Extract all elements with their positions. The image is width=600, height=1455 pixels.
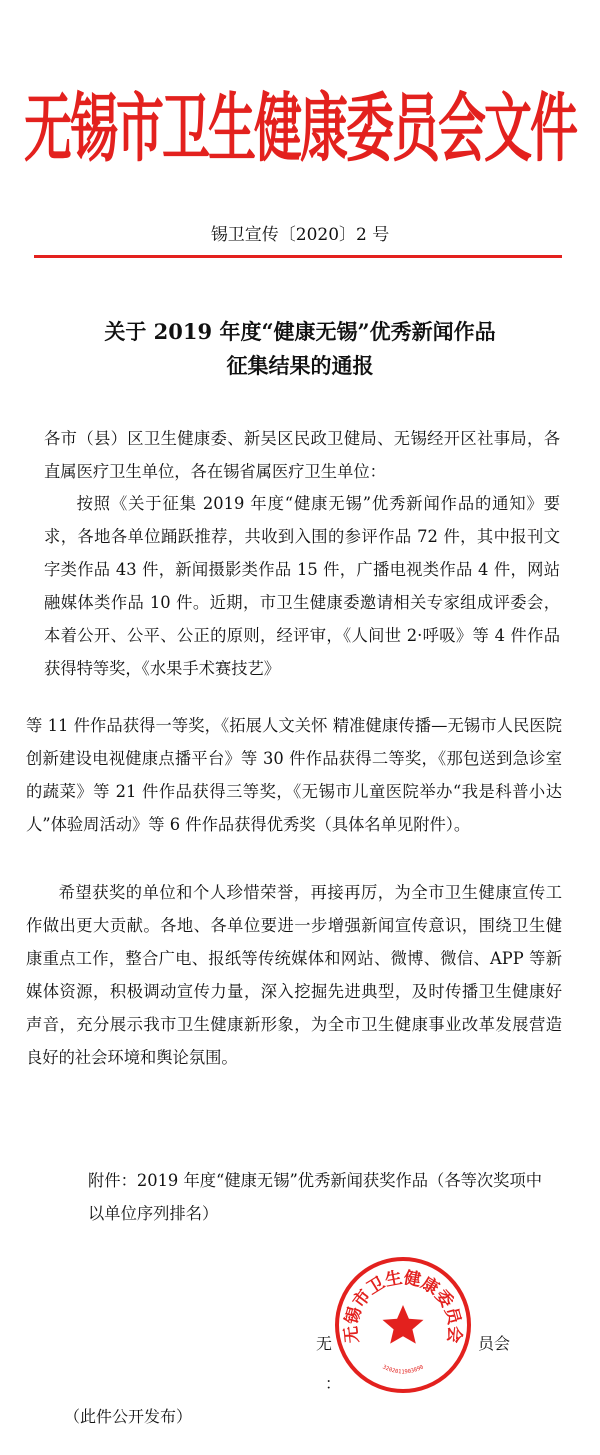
red-divider-line [34,255,562,258]
notice-title-line-2: 征集结果的通报 [226,353,374,378]
attachment-label: 附件： [88,1171,137,1190]
attachment-note [88,1164,558,1230]
body-paragraph-3: 希望获奖的单位和个人珍惜荣誉，再接再厉，为全市卫生健康宣传工作做出更大贡献。各地、各单位要进一步增强新闻宣传意识，围绕卫生健康重点工作，整合广电、报纸等传统媒体和网站、微博、微信、APP 等新媒体资源，积极调动宣传力量，深入挖掘先进典型，及时传播卫生健康好声音，充分展示我市卫生健康新形象，为全市卫生健康事业改革发展营造良好的社会环境和舆论氛围。 [26,883,562,1067]
seal-text: 无锡市卫生健康委员会 [341,1268,465,1344]
attachment-text: 2019 年度“健康无锡”优秀新闻获奖作品（各等次奖项中以单位序列排名） [88,1171,543,1223]
official-seal [333,1255,473,1395]
issuer-fragment-colon: ： [325,1374,342,1393]
addressee-paragraph: 各市（县）区卫生健康委、新吴区民政卫健局、无锡经开区社事局，各直属医疗卫生单位，各在锡省属医疗卫生单位： [44,429,560,481]
issuer-fragment-left: 无 [316,1334,333,1353]
notice-title-line-1: 关于 2019 年度“健康无锡”优秀新闻作品 [104,319,496,344]
issuer-fragment-right: 员会 [478,1334,511,1353]
star-icon [383,1305,424,1344]
body-paragraph-1: 按照《关于征集 2019 年度“健康无锡”优秀新闻作品的通知》要求，各地各单位踊跃推荐，共收到入围的参评作品 72 件，其中报刊文字类作品 43 件，新闻摄影类作品 15 件，广播电视类作品 4 件，网站融媒体类作品 10 件。近期，市卫生健康委邀请相关专家组成评委会，本着公开、公平、公正的原则，经评审，《人间世 2·呼吸》等 4 件作品获得特等奖，《水果手术赛技艺》 [44,494,560,678]
document-header-title: 无锡市卫生健康委员会文件 [23,85,576,173]
body-paragraph-2: 等 11 件作品获得一等奖，《拓展人文关怀 精准健康传播—无锡市人民医院创新建设电视健康点播平台》等 30 件作品获得二等奖，《那包送到急诊室的蔬菜》等 21 件作品获得三等奖，《无锡市儿童医院举办“我是科普小达人”体验周活动》等 6 件作品获得优秀奖（具体名单见附件）。 [26,716,562,834]
document-number: 锡卫宣传〔2020〕2 号 [210,225,390,245]
public-release-note: （此件公开发布） [64,1407,193,1426]
seal-code: 3202011903890 [381,1364,425,1376]
